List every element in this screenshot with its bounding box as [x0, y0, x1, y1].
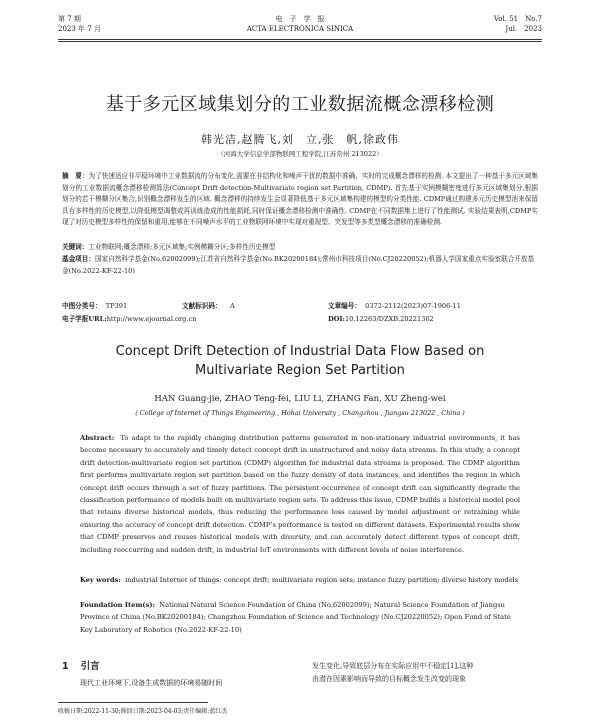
journal-en: ACTA ELECTRONICA SINICA — [246, 25, 354, 33]
fund-cn-text: 国家自然科学基金(No.62002099);江苏省自然科学基金(No.BK20200184);常州市科技项目(No.CJ20220052);机器人学国家重点实验室联合开放基金(No.2022-KF-22-10) — [62, 255, 535, 275]
clc — [62, 301, 127, 311]
url-label: 电子学报URL: — [62, 315, 107, 323]
journal-cn: 电 子 学 报 — [275, 15, 325, 23]
page-title-cn: 基于多元区域集划分的工业数据流概念漂移检测 — [105, 94, 495, 115]
article-label: 文章编号： — [328, 302, 361, 310]
affiliation-en: ( College of Internet of Things Engineering , Hohai University , Changzhou , Jiangsu 213022 , China ) — [135, 409, 465, 417]
header-center — [58, 14, 542, 34]
doi — [328, 314, 434, 324]
body-column-right — [312, 660, 538, 686]
section-heading — [62, 658, 100, 672]
footnote-dates: 收稿日期:2022-11-30;修回日期:2023-04-03;责任编辑:蓝红杰 — [58, 708, 228, 715]
fund-en-label: Foundation Item(s): — [80, 601, 155, 609]
body-right-line2: 由潜在因素影响而导致的目标概念发生改变的现象 — [312, 675, 466, 683]
doc-value: A — [229, 302, 235, 310]
fund-cn — [62, 254, 538, 277]
fund-en-text: National Natural Science Foundation of China (No.62002099); Natural Science Foundation of Jiangsu Province of China (No.BK20200184); Changzhou Foundation of Science and Technology (No.CJ20220052); Open Fund of State Key Laboratory of Robotics (No.2022-KF-22-10) — [80, 601, 511, 634]
header-right — [494, 14, 542, 34]
authors-cn: 韩光洁,赵腾飞,刘 立,张 帆,徐政伟 — [201, 133, 399, 146]
url-value[interactable]: http://www.ejournal.org.cn — [106, 315, 197, 323]
abstract-en-label: Abstract: — [80, 434, 115, 442]
title-en-line2: Multivariate Region Set Partition — [195, 363, 405, 378]
header-rule — [58, 39, 542, 40]
affiliation-cn: （河海大学信息学部物联网工程学院,江苏常州 213022） — [217, 150, 383, 158]
body-column-left: 现代工业环境下,设备生成数据的环境易随时间 — [80, 679, 223, 687]
fund-en — [80, 599, 520, 636]
title-en-line1: Concept Drift Detection of Industrial Data Flow Based on — [115, 344, 485, 359]
date-cn: 2023 年 7 月 — [58, 25, 101, 33]
keywords-cn-label: 关键词： — [62, 243, 89, 251]
article-number — [328, 301, 461, 311]
section-number: 1 — [62, 661, 69, 672]
clc-value: TP391 — [105, 302, 128, 310]
body-right-line1: 发生变化,导致底层分布在实际应用中不稳定[1],这种 — [312, 662, 474, 670]
page-title-en — [0, 342, 600, 380]
keywords-en — [80, 574, 520, 586]
doc-code — [182, 301, 235, 311]
abstract-cn — [62, 171, 538, 229]
clc-label: 中图分类号： — [62, 302, 102, 310]
keywords-cn — [62, 242, 538, 254]
running-header — [58, 14, 542, 40]
date-en: Jul. 2023 — [505, 25, 542, 33]
article-value: 0372-2112(2023)07-1906-11 — [365, 302, 461, 310]
authors-en: HAN Guang-jie, ZHAO Teng-fei, LIU Li, ZHANG Fan, XU Zheng-wei — [154, 394, 446, 404]
abstract-cn-label: 摘 要： — [62, 172, 89, 180]
abstract-en-text: To adapt to the rapidly changing distribution patterns generated in non-stationary industrial environments, it has become necessary to accurately and timely detect concept drift in unstructured and noisy data streams. In this study, a concept drift detection-multivariate region set partition (CDMP) algorithm for industrial data streams is proposed. The CDMP algorithm first performs multivariate region set partition based on the fuzzy density of data instances, and identifies the region in which concept drift occurs through a set of fuzzy partitions. The persistent occurrence of concept drift can significantly degrade the classification performance of models built on multivariate region sets. To address this issue, CDMP builds a historical model pool that retains diverse historical models, thus reducing the performance loss caused by model adjustment or retraining while ensuring the accuracy of concept drift detection. CDMP’s performance is tested on different datasets. Experimental results show that CDMP preserves and reuses historical models with diversity, and can accurately detect different types of concept drift, including reoccurring and sudden drift, in industrial IoT environments with different levels of noise interference. — [80, 434, 520, 554]
keywords-cn-text: 工业物联网;概念漂移;多元区域集;实例模糊分区;多样性历史模型 — [88, 243, 276, 251]
section-title: 引言 — [80, 661, 100, 672]
abstract-cn-text: 为了快速适应非平稳环境中工业数据流的分布变化,需要在非结构化和噪声干扰的数据中准确、实时的完成概念漂移的检测. 本文提出了一种基于多元区域集划分的工业数据流概念漂移检测算法(Concept Drift detection-Multivariate region set Partition, CDMP). 首先基于实例模糊密度进行多元区域集划分,根据划分的若干模糊分区集合,识别概念漂移发生的区域. 概念漂移的持续发生会显著降低基于多元区域集构建的模型的分类性能. CDMP通过构建多元历史模型池来保留具有多样性的历史模型,以降低模型调整或再训练造成的性能损耗,同时保证概念漂移检测中准确性. CDMP在不同数据集上进行了性能测试. 实验结果表明,CDMP实现了对历史模型多样性的保留和重用,能够在不同噪声水平的工业物联网环境中实现对重现型、突发型等多类型概念漂移的准确检测. — [62, 172, 538, 227]
doc-label: 文献标识码： — [182, 302, 222, 310]
doi-label: DOI: — [328, 315, 345, 323]
footnote-rule — [58, 702, 208, 703]
abstract-en — [80, 432, 520, 556]
fund-cn-label: 基金项目： — [62, 255, 95, 263]
keywords-en-text: industrial Internet of things; concept drift; multivariate region sets; instance fuzzy partition; diverse history models — [125, 576, 519, 584]
journal-url — [62, 314, 196, 324]
doi-value[interactable]: 10.12263/DZXB.20221362 — [344, 315, 434, 323]
keywords-en-label: Key words: — [80, 576, 121, 584]
volume: Vol. 51 No.7 — [493, 15, 542, 23]
issue-cn: 第 7 期 — [58, 15, 81, 23]
header-rule-thin — [58, 41, 542, 42]
